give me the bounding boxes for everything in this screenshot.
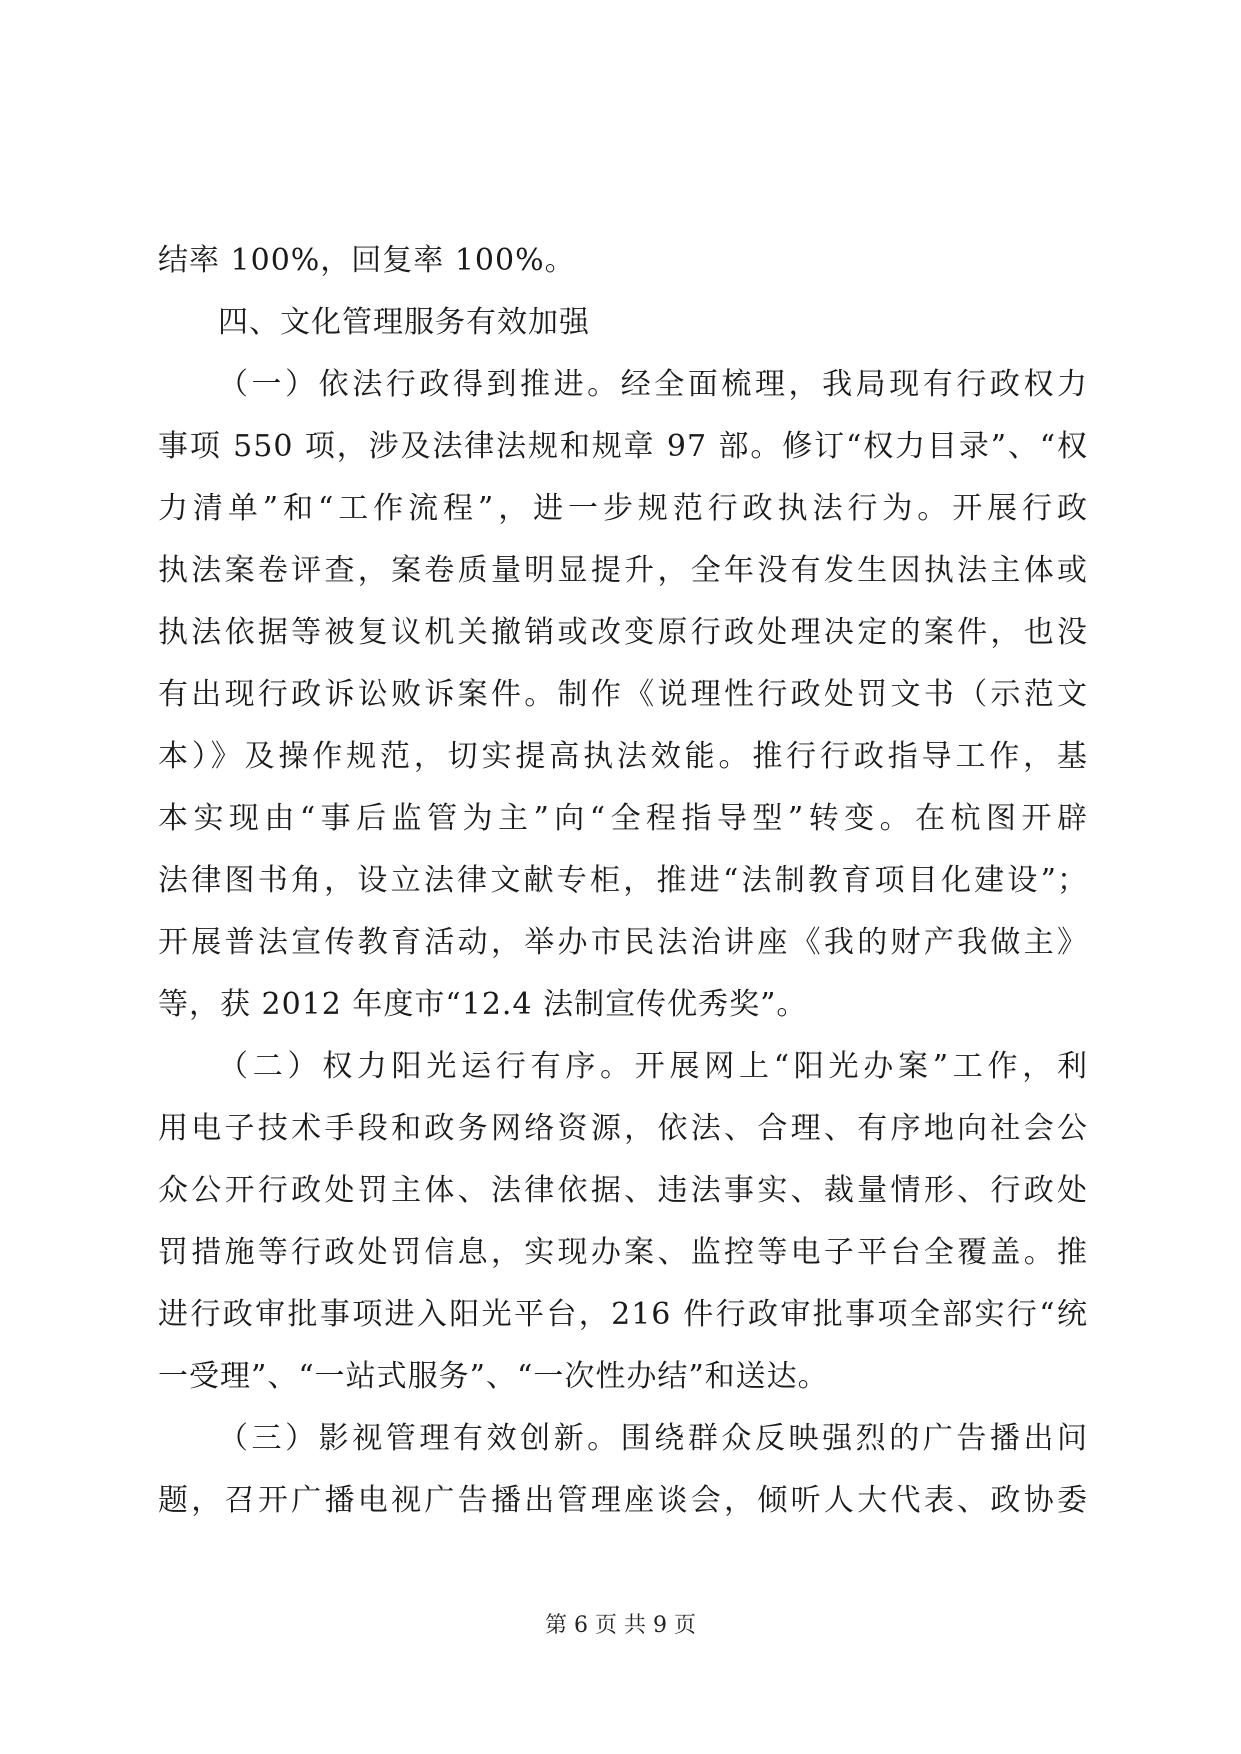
paragraph-line: 本实现由“事后监管为主”向“全程指导型”转变。在杭图开辟 — [158, 801, 1088, 836]
paragraph-line: 等，获 2012 年度市“12.4 法制宣传优秀奖”。 — [158, 987, 808, 1022]
paragraph-line: 进行政审批事项进入阳光平台，216 件行政审批事项全部实行“统 — [158, 1297, 1088, 1332]
paragraph-line: （一）依法行政得到推进。经全面梳理，我局现有行政权力 — [218, 367, 1088, 402]
paragraph-line: 力清单”和“工作流程”，进一步规范行政执法行为。开展行政 — [158, 491, 1088, 526]
paragraph-line: 法律图书角，设立法律文献专柜，推进“法制教育项目化建设”； — [158, 863, 1088, 898]
paragraph-line: 本）》及操作规范，切实提高执法效能。推行行政指导工作，基 — [158, 739, 1088, 774]
paragraph-line: 开展普法宣传教育活动，举办市民法治讲座《我的财产我做主》 — [158, 925, 1088, 960]
paragraph-line: 罚措施等行政处罚信息，实现办案、监控等电子平台全覆盖。推 — [158, 1235, 1088, 1270]
page-number-footer: 第 6 页 共 9 页 — [545, 1613, 696, 1638]
paragraph-line: 一受理”、“一站式服务”、“一次性办结”和送达。 — [158, 1359, 829, 1394]
paragraph-line: 执法案卷评查，案卷质量明显提升，全年没有发生因执法主体或 — [158, 553, 1088, 588]
paragraph-line: 众公开行政处罚主体、法律依据、违法事实、裁量情形、行政处 — [158, 1173, 1088, 1208]
paragraph-line: （三）影视管理有效创新。围绕群众反映强烈的广告播出问 — [218, 1421, 1088, 1456]
paragraph-line: 用电子技术手段和政务网络资源，依法、合理、有序地向社会公 — [158, 1111, 1088, 1146]
paragraph-line: 事项 550 项，涉及法律法规和规章 97 部。修订“权力目录”、“权 — [158, 429, 1088, 464]
paragraph-line: 有出现行政诉讼败诉案件。制作《说理性行政处罚文书（示范文 — [158, 677, 1088, 712]
paragraph-line: 结率 100%，回复率 100%。 — [158, 243, 576, 278]
body-text — [158, 230, 1088, 1532]
paragraph-line: 题，召开广播电视广告播出管理座谈会，倾听人大代表、政协委 — [158, 1483, 1088, 1518]
section-heading: 四、文化管理服务有效加强 — [218, 305, 590, 340]
paragraph-line: （二）权力阳光运行有序。开展网上“阳光办案”工作，利 — [218, 1049, 1088, 1084]
paragraph-line: 执法依据等被复议机关撤销或改变原行政处理决定的案件，也没 — [158, 615, 1088, 650]
